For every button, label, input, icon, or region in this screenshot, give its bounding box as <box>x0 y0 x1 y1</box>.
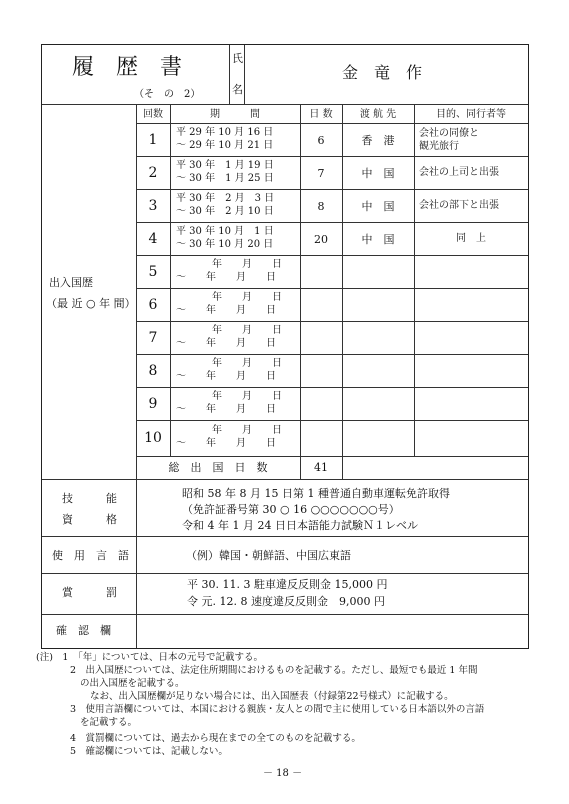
skills-line: 昭和 58 年 8 月 15 日第 1 種普通自動車運転免許取得 <box>182 487 450 500</box>
period-from: 年 月 日 <box>212 391 282 402</box>
divider <box>136 456 528 457</box>
page-number: － 18 － <box>263 768 303 779</box>
period-to: ～ 30 年 1 月 25 日 <box>176 173 274 184</box>
note-3-cont: を記載する。 <box>80 717 138 728</box>
applicant-name: 金 竜 作 <box>342 63 423 82</box>
period-from: 年 月 日 <box>212 259 282 270</box>
language-label: 使 用 言 語 <box>52 549 129 562</box>
form-subtitle: （そ の 2） <box>134 89 201 100</box>
form-title: 履 歴 書 <box>72 55 183 80</box>
divider <box>136 387 528 388</box>
awards-label: 賞 罰 <box>62 586 117 599</box>
period-to: ～ 年 月 日 <box>176 305 276 316</box>
note-5: 5 確認欄については、記載しない。 <box>70 746 228 757</box>
period-from: 平 30 年 10 月 1 日 <box>176 226 274 237</box>
col-header-period: 期 間 <box>210 109 260 120</box>
divider <box>136 479 137 648</box>
period-to: ～ 年 月 日 <box>176 338 276 349</box>
name-label-top: 氏 <box>232 52 243 65</box>
divider <box>42 479 528 480</box>
row-destination: 中 国 <box>361 200 395 213</box>
note-2: 2 出入国歴については、法定住所期間におけるものを記載する。ただし、最短でも最近 1 年間 <box>70 665 478 676</box>
divider <box>300 104 301 479</box>
period-from: 年 月 日 <box>212 358 282 369</box>
row-count: 5 <box>148 264 158 280</box>
col-header-destination: 渡 航 先 <box>359 109 397 120</box>
period-from: 年 月 日 <box>212 292 282 303</box>
period-to: ～ 30 年 2 月 10 日 <box>176 206 274 217</box>
period-from: 年 月 日 <box>212 425 282 436</box>
divider <box>136 189 528 190</box>
row-purpose: 会社の上司と出張 <box>419 167 499 178</box>
divider <box>136 321 528 322</box>
note-2-extra: なお、出入国歴欄が足りない場合には、出入国歴表（付録第22号様式）に記載する。 <box>90 691 454 702</box>
skills-line: （免許証番号第 30 ○ 16 ○○○○○○○号） <box>182 503 400 516</box>
row-destination: 中 国 <box>361 233 395 246</box>
travel-section-sublabel: （最 近 ○ 年 間） <box>46 297 136 310</box>
row-purpose: 会社の同僚と <box>419 128 479 139</box>
note-4: 4 賞罰欄については、過去から現在までの全てのものを記載する。 <box>70 733 361 744</box>
divider <box>244 45 245 104</box>
row-count: 6 <box>148 297 158 313</box>
row-days: 20 <box>314 233 328 246</box>
row-count: 9 <box>148 396 158 412</box>
col-header-days: 日 数 <box>309 109 333 120</box>
divider <box>136 288 528 289</box>
period-from: 平 30 年 2 月 3 日 <box>176 193 275 204</box>
period-to: ～ 年 月 日 <box>176 404 276 415</box>
divider <box>229 45 230 104</box>
confirm-label: 確 認 欄 <box>56 624 111 637</box>
row-count: 10 <box>144 430 162 446</box>
row-count: 2 <box>148 165 158 181</box>
divider <box>42 536 528 537</box>
period-from: 平 29 年 10 月 16 日 <box>176 127 274 138</box>
divider <box>136 104 137 479</box>
divider <box>42 104 528 105</box>
divider <box>136 123 528 124</box>
divider <box>136 156 528 157</box>
divider <box>136 222 528 223</box>
note-2-cont: の出入国歴を記載する。 <box>80 678 185 689</box>
awards-line: 平 30. 11. 3 駐車違反反則金 15,000 円 <box>187 578 388 591</box>
note-1: (注) 1 「年」については、日本の元号で記載する。 <box>36 652 264 663</box>
period-to: ～ 年 月 日 <box>176 438 276 449</box>
col-header-count: 回数 <box>143 109 163 120</box>
skills-label-top: 技 能 <box>62 492 117 505</box>
resume-form <box>41 44 529 649</box>
row-count: 7 <box>148 330 158 346</box>
period-to: ～ 29 年 10 月 21 日 <box>176 140 274 151</box>
row-count: 4 <box>148 231 158 247</box>
skills-label-bottom: 資 格 <box>62 513 117 526</box>
col-header-purpose: 目的、同行者等 <box>436 109 506 120</box>
period-from: 平 30 年 1 月 19 日 <box>176 160 274 171</box>
divider <box>136 255 528 256</box>
period-to: ～ 年 月 日 <box>176 272 276 283</box>
period-to: ～ 30 年 10 月 20 日 <box>176 239 274 250</box>
divider <box>136 354 528 355</box>
language-value: （例）韓国・朝鮮語、中国広東語 <box>186 549 351 562</box>
row-destination: 中 国 <box>361 167 395 180</box>
row-destination: 香 港 <box>361 134 395 147</box>
row-count: 1 <box>148 132 158 148</box>
row-days: 6 <box>317 134 325 147</box>
row-count: 3 <box>148 198 158 214</box>
skills-line: 令和 4 年 1 月 24 日日本語能力試験Ｎ１レベル <box>182 519 418 532</box>
row-count: 8 <box>148 363 158 379</box>
total-days-value: 41 <box>314 461 328 474</box>
total-days-label: 総 出 国 日 数 <box>168 461 268 474</box>
period-to: ～ 年 月 日 <box>176 371 276 382</box>
row-purpose: 観光旅行 <box>419 141 459 152</box>
note-3: 3 使用言語欄については、本国における親族・友人との間で主に使用している日本語以外の言語 <box>70 704 485 715</box>
row-days: 7 <box>317 167 325 180</box>
travel-section-label: 出入国歴 <box>49 276 93 289</box>
row-days: 8 <box>317 200 325 213</box>
divider <box>42 614 528 615</box>
row-purpose: 会社の部下と出張 <box>419 200 499 211</box>
awards-line: 令 元. 12. 8 速度違反反則金 9,000 円 <box>187 595 385 608</box>
row-purpose: 同 上 <box>456 233 486 244</box>
divider <box>342 104 343 479</box>
divider <box>42 573 528 574</box>
period-from: 年 月 日 <box>212 325 282 336</box>
name-label-bottom: 名 <box>232 83 243 96</box>
divider <box>136 420 528 421</box>
